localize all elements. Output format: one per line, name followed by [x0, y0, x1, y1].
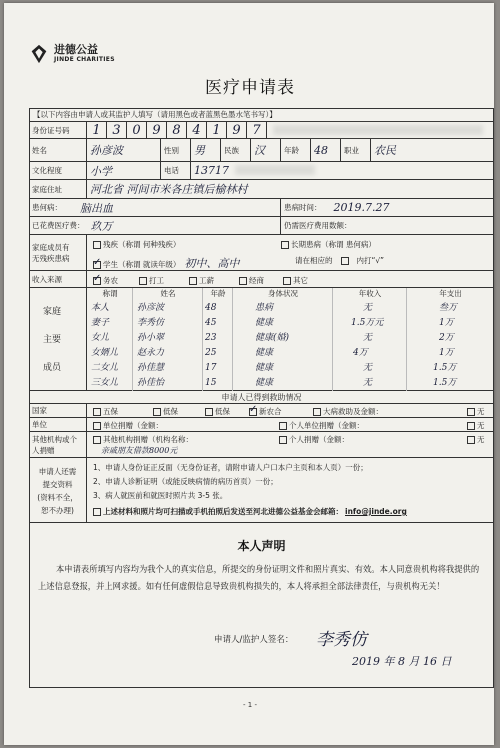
- aid-personal-unit-donation[interactable]: 个人单位捐赠（金额：: [279, 420, 364, 431]
- checkbox-checked[interactable]: [249, 408, 257, 416]
- id-digit: 9: [147, 122, 167, 138]
- table-row: 三女儿 孙佳怡 15 健康 无 1.5万: [91, 378, 457, 388]
- spent-cell: [29, 217, 281, 234]
- income-option-other[interactable]: 其它: [283, 275, 308, 286]
- column-divider: [333, 288, 407, 391]
- chronic-illness-option[interactable]: 长期患病（称谓 患何病）: [281, 239, 376, 250]
- checkbox[interactable]: [239, 277, 247, 285]
- education-value: 小学: [87, 162, 161, 179]
- jinde-logo-icon: [28, 43, 50, 65]
- materials-submit-note: 上述材料和照片均可扫描或手机拍照后发送至河北进德公益基金会邮箱： info@jinde.org: [93, 506, 407, 517]
- aid-option-wubao[interactable]: 五保: [93, 406, 118, 417]
- checkbox[interactable]: [93, 436, 101, 444]
- income-option-work[interactable]: 打工: [139, 275, 164, 286]
- table-row: 二女儿 孙佳慧 17 健康 无 1.5万: [91, 363, 457, 373]
- id-row: [29, 122, 494, 139]
- materials-item: 1、申请人身份证正反面（无身份证者，请附申请人户口本户主页和本人页）一份；: [93, 463, 368, 472]
- checkbox[interactable]: [281, 241, 289, 249]
- email-link[interactable]: info@jinde.org: [345, 507, 407, 516]
- aid-unit-label: 单位: [29, 418, 87, 431]
- table-row: 妻子 李秀仿 45 健康 1.5万元 1万: [91, 318, 454, 328]
- aid-nation-row: [29, 404, 494, 418]
- income-option-business[interactable]: 经商: [239, 275, 264, 286]
- checkbox[interactable]: [93, 408, 101, 416]
- disease-row: [29, 199, 494, 217]
- aid-unit-donation[interactable]: 单位捐赠（金额：: [93, 420, 163, 431]
- address-row: [29, 180, 494, 199]
- gender-label: 性别: [161, 139, 191, 161]
- aid-unit-row: [29, 418, 494, 432]
- id-digit: 7: [247, 122, 267, 138]
- aid-other-none[interactable]: 无: [467, 434, 485, 445]
- name-value: 孙彦波: [87, 139, 161, 161]
- sample-box: [341, 257, 349, 265]
- ethnic-label: 民族: [221, 139, 251, 161]
- aid-unit-none[interactable]: 无: [467, 420, 485, 431]
- checkbox-checked[interactable]: [93, 277, 101, 285]
- form-note: 【以下内容由申请人或其监护人填写（请用黑色或者蓝黑色墨水笔书写）】: [29, 108, 494, 122]
- signature: 李秀仿: [316, 630, 367, 650]
- disease-label: 患何病：: [32, 203, 62, 212]
- page-number: - 1 -: [243, 701, 257, 709]
- checkbox[interactable]: [205, 408, 213, 416]
- table-row: 女婿儿 赵永力 25 健康 4万 1万: [91, 348, 454, 358]
- logo-cn-text: 进德公益: [54, 43, 98, 56]
- aid-option-xinnonghe[interactable]: ✓ 新农合: [249, 406, 282, 417]
- family-members-label: 家庭 主要 成员: [29, 288, 87, 391]
- job-label: 职业: [341, 139, 371, 161]
- redacted-phone: [235, 165, 315, 175]
- income-option-salary[interactable]: 工薪: [189, 275, 214, 286]
- aid-nation-label: 国家: [29, 404, 87, 417]
- education-row: [29, 162, 494, 180]
- column-header: 年龄: [210, 289, 226, 298]
- aid-section-title: 申请人已得到救助情况: [29, 391, 494, 404]
- student-option[interactable]: ✓学生（称谓 就读年级） 初中、高中: [93, 255, 239, 271]
- materials-label: 申请人还需 提交资料 (资料不全， 恕不办理): [29, 458, 87, 523]
- signature-label: 申请人/监护人签名：: [214, 635, 294, 645]
- id-label: 身份证号码: [29, 122, 87, 138]
- address-value: 河北省 河间市米各庄镇后榆林村: [90, 183, 248, 196]
- checkbox[interactable]: [313, 408, 321, 416]
- education-label: 文化程度: [29, 162, 87, 179]
- column-header: 年收入: [358, 289, 382, 298]
- aid-other-handwritten: 亲戚朋友借款8000元: [101, 446, 178, 455]
- column-divider: [233, 288, 333, 391]
- checkbox[interactable]: [93, 241, 101, 249]
- id-digit: 0: [127, 122, 147, 138]
- checkbox[interactable]: [283, 277, 291, 285]
- aid-other-org[interactable]: 其他机构捐赠（机构名称：: [93, 434, 193, 445]
- address-label: 家庭住址: [29, 180, 87, 198]
- declaration-title: 本人声明: [237, 539, 286, 553]
- table-row: 女儿 孙小翠 23 健康(婚) 无 2万: [91, 333, 454, 343]
- column-divider: [203, 288, 233, 391]
- spent-label: 已花费医疗费：: [32, 221, 85, 230]
- checkbox[interactable]: [279, 422, 287, 430]
- disability-option[interactable]: 残疾（称谓 何种残疾）: [93, 239, 180, 250]
- declaration-section: [29, 523, 494, 688]
- materials-item: 2、申请人诊断证明（或能反映病情的病历首页）一份；: [93, 477, 278, 486]
- checkbox[interactable]: [93, 422, 101, 430]
- age-value: 48: [311, 139, 341, 161]
- aid-other-row: [29, 432, 494, 458]
- materials-row: [29, 458, 494, 523]
- spent-value: 玖万: [90, 219, 113, 233]
- checkbox[interactable]: [279, 436, 287, 444]
- aid-nation-none[interactable]: 无: [467, 406, 485, 417]
- checkbox[interactable]: [153, 408, 161, 416]
- column-header: 年支出: [439, 289, 462, 298]
- checkbox[interactable]: [189, 277, 197, 285]
- signature-date: 2019 年 8 月 16 日: [352, 655, 452, 668]
- income-option-farming[interactable]: ✓ 务农: [93, 275, 118, 286]
- disease-time-cell: [281, 199, 494, 216]
- jinde-logo: [28, 43, 115, 65]
- checkbox[interactable]: [467, 422, 475, 430]
- id-digit: 3: [107, 122, 127, 138]
- id-digit: 1: [207, 122, 227, 138]
- checkbox[interactable]: [139, 277, 147, 285]
- student-value: 初中、高中: [184, 257, 240, 270]
- phone-value: 13717: [194, 164, 229, 177]
- materials-item: 3、病人就医前和就医时照片共 3-5 张。: [93, 491, 228, 500]
- id-digit: 1: [87, 122, 107, 138]
- income-row: [29, 271, 494, 288]
- declaration-text: 本申请表所填写内容均为我个人的真实信息，所提交的身份证明文件和照片真实、有效。本人同意贵机构将我提供的上述信息登报，并上网求援。如有任何虚假信息导致贵机构损失的，本人将承担全部法律责任，与贵机构无关！: [38, 564, 480, 591]
- need-label: 仍需医疗费用数额：: [284, 221, 352, 230]
- id-digit: 8: [167, 122, 187, 138]
- disease-time-value: 2019.7.27: [333, 201, 390, 214]
- id-digit: 4: [187, 122, 207, 138]
- ethnic-value: 汉: [251, 139, 281, 161]
- checkbox-checked[interactable]: [93, 261, 101, 269]
- family-illness-row: [29, 235, 494, 271]
- column-divider: [87, 288, 133, 391]
- column-header: 姓名: [160, 289, 176, 298]
- checkbox[interactable]: [467, 436, 475, 444]
- aid-other-label: 其他机构或个 人捐赠: [29, 432, 87, 457]
- aid-option-dibao[interactable]: 低保: [153, 406, 178, 417]
- disease-time-label: 患病时间：: [284, 203, 322, 212]
- phone-label: 电话: [161, 162, 191, 179]
- disease-value: 脑出血: [80, 201, 113, 215]
- column-header: 身体状况: [268, 289, 298, 298]
- logo-en-text: JINDE CHARITIES: [54, 56, 115, 63]
- disease-cell: [29, 199, 281, 216]
- instruction-text: 请在相应的 内打“√”: [295, 256, 385, 265]
- column-header: 称谓: [102, 289, 118, 298]
- income-label: 收入来源: [29, 271, 87, 287]
- column-divider: [133, 288, 203, 391]
- redacted-id-digits: [273, 125, 483, 135]
- checkbox[interactable]: [93, 508, 101, 516]
- form-title: 医疗申请表: [205, 78, 295, 98]
- gender-value: 男: [191, 139, 221, 161]
- name-row: [29, 139, 494, 162]
- age-label: 年龄: [281, 139, 311, 161]
- family-illness-label: 家庭成员有 无残疾患病: [29, 235, 87, 270]
- aid-option-major-illness[interactable]: 大病救助及金额：: [313, 406, 383, 417]
- name-label: 姓名: [29, 139, 87, 161]
- id-digit: 9: [227, 122, 247, 138]
- aid-option-dibao-2[interactable]: 低保: [205, 406, 230, 417]
- table-row: 本人 孙彦波 48 患病 无 叁万: [91, 303, 458, 313]
- job-value: 农民: [374, 144, 396, 157]
- checkbox[interactable]: [467, 408, 475, 416]
- cost-row: [29, 217, 494, 235]
- aid-other-personal[interactable]: 个人捐赠（金额：: [279, 434, 349, 445]
